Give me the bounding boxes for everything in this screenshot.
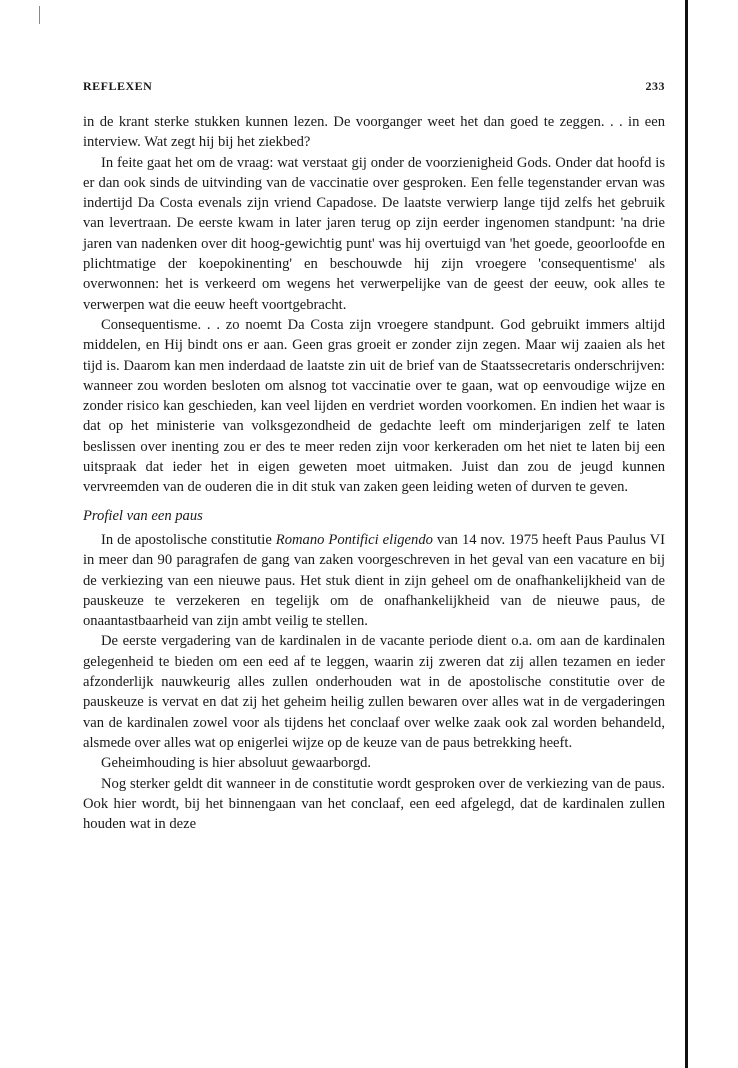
paragraph-continuation: in de krant sterke stukken kunnen lezen. De voorganger weet het dan goed te zeggen. . . in een interview. Wat zegt hij bij het ziekbed? xyxy=(83,114,665,151)
scan-margin-mark xyxy=(39,6,40,24)
paragraph-consequentisme: Consequentisme. . . zo noemt Da Costa zijn vroegere standpunt. God gebruikt immers altijd middelen, en Hij bindt ons er aan. Geen gras groeit er zonder zijn zegen. Maar wij zaaien als het tijd is. Daarom kan men inderdaad de laatste zin uit de brief van de Staatssecretaris onderschrijven: wanneer zou worden besloten om alsnog tot vaccinatie over te gaan, wat op eenvoudige wijze en zonder risico kan geschieden, kan veel lijden en verdriet worden voorkomen. En indien het waar is dat op het ministerie van volksgezondheid de gedachte leeft om minderjarigen zelf te laten beslissen over inenting zou er des te meer reden zijn voor kerkeraden om het niet te laten bij een uitspraak dat ieder het in eigen geweten moet uitmaken. Juist dan zou de jeugd kunnen vervreemden van de ouderen die in dit stuk van zaken geen leiding weten of durven te geven. xyxy=(83,316,665,496)
paragraph-eerste-vergadering: De eerste vergadering van de kardinalen in de vacante periode dient o.a. om aan de kardinalen gelegenheid te bieden om een eed af te leggen, waarin zij zweren dat zij allen tezamen en ieder afzonderlijk nauwkeurig alles zullen onderhouden wat in de apostolische constitutie over de pauskeuze is vervat en dat zij het geheim heilig zullen bewaren over alles wat in de vergaderingen van de kardinalen zowel voor als tijdens het conclaaf over welke zaak ook zal worden behandeld, alsmede over alles wat op enigerlei wijze op de keuze van de paus betrekking heeft. xyxy=(83,633,665,751)
constitutie-title: Romano Pontifici eligendo xyxy=(275,531,433,548)
paragraph-verkiezing: Nog sterker geldt dit wanneer in de constitutie wordt gesproken over de verkiezing van de paus. Ook hier wordt, bij het binnengaan van het conclaaf, een eed afgelegd, dat de kardinalen zullen houden wat in deze xyxy=(83,775,665,833)
constitutie-text-after: van 14 nov. 1975 heeft Paus Paulus VI in meer dan 90 paragrafen de gang van zaken voorgeschreven in het geval van een vacature en bij de verkiezing van een nieuwe paus. Het stuk dient in zijn geheel om de onafhankelijkheid van de pauskeuze te verzekeren en tegelijk om de onafhankelijkheid van de nieuwe paus, de onaantastbaarheid van zijn ambt veilig te stellen. xyxy=(83,531,665,630)
scan-page-edge xyxy=(685,0,688,1068)
page-number: 233 xyxy=(645,79,665,93)
running-head-title: REFLEXEN xyxy=(83,79,153,93)
paragraph-geheimhouding: Geheimhouding is hier absoluut gewaarborgd. xyxy=(101,755,372,772)
constitutie-text-before: In de apostolische constitutie xyxy=(101,531,276,548)
section-heading: Profiel van een paus xyxy=(83,507,203,524)
running-head xyxy=(83,79,665,95)
page-body xyxy=(83,112,665,834)
paragraph-constitutie xyxy=(83,530,665,631)
paragraph-voorzienigheid: In feite gaat het om de vraag: wat verstaat gij onder de voorzienigheid Gods. Onder dat hoofd is er dan ook sinds de uitvinding van de vaccinatie over gesproken. Een felle tegenstander ervan was indertijd Da Costa evenals zijn vriend Capadose. De laatste verwierp lange tijd zelfs het gebruik van levertraan. De eerste kwam in later jaren terug op zijn eerder ingenomen standpunt: 'na drie jaren van nadenken over dit hoog-gewichtig punt' was hij overtuigd van 'het goede, geoorloofde en plichtmatige der koepokinenting' en beschouwde hij zijn vroegere 'consequentisme' als overwonnen: het is verkeerd om wegens het verwerpelijke van de geest der eeuw, ook alles te verwerpen wat die eeuw heeft voortgebracht. xyxy=(83,154,665,313)
